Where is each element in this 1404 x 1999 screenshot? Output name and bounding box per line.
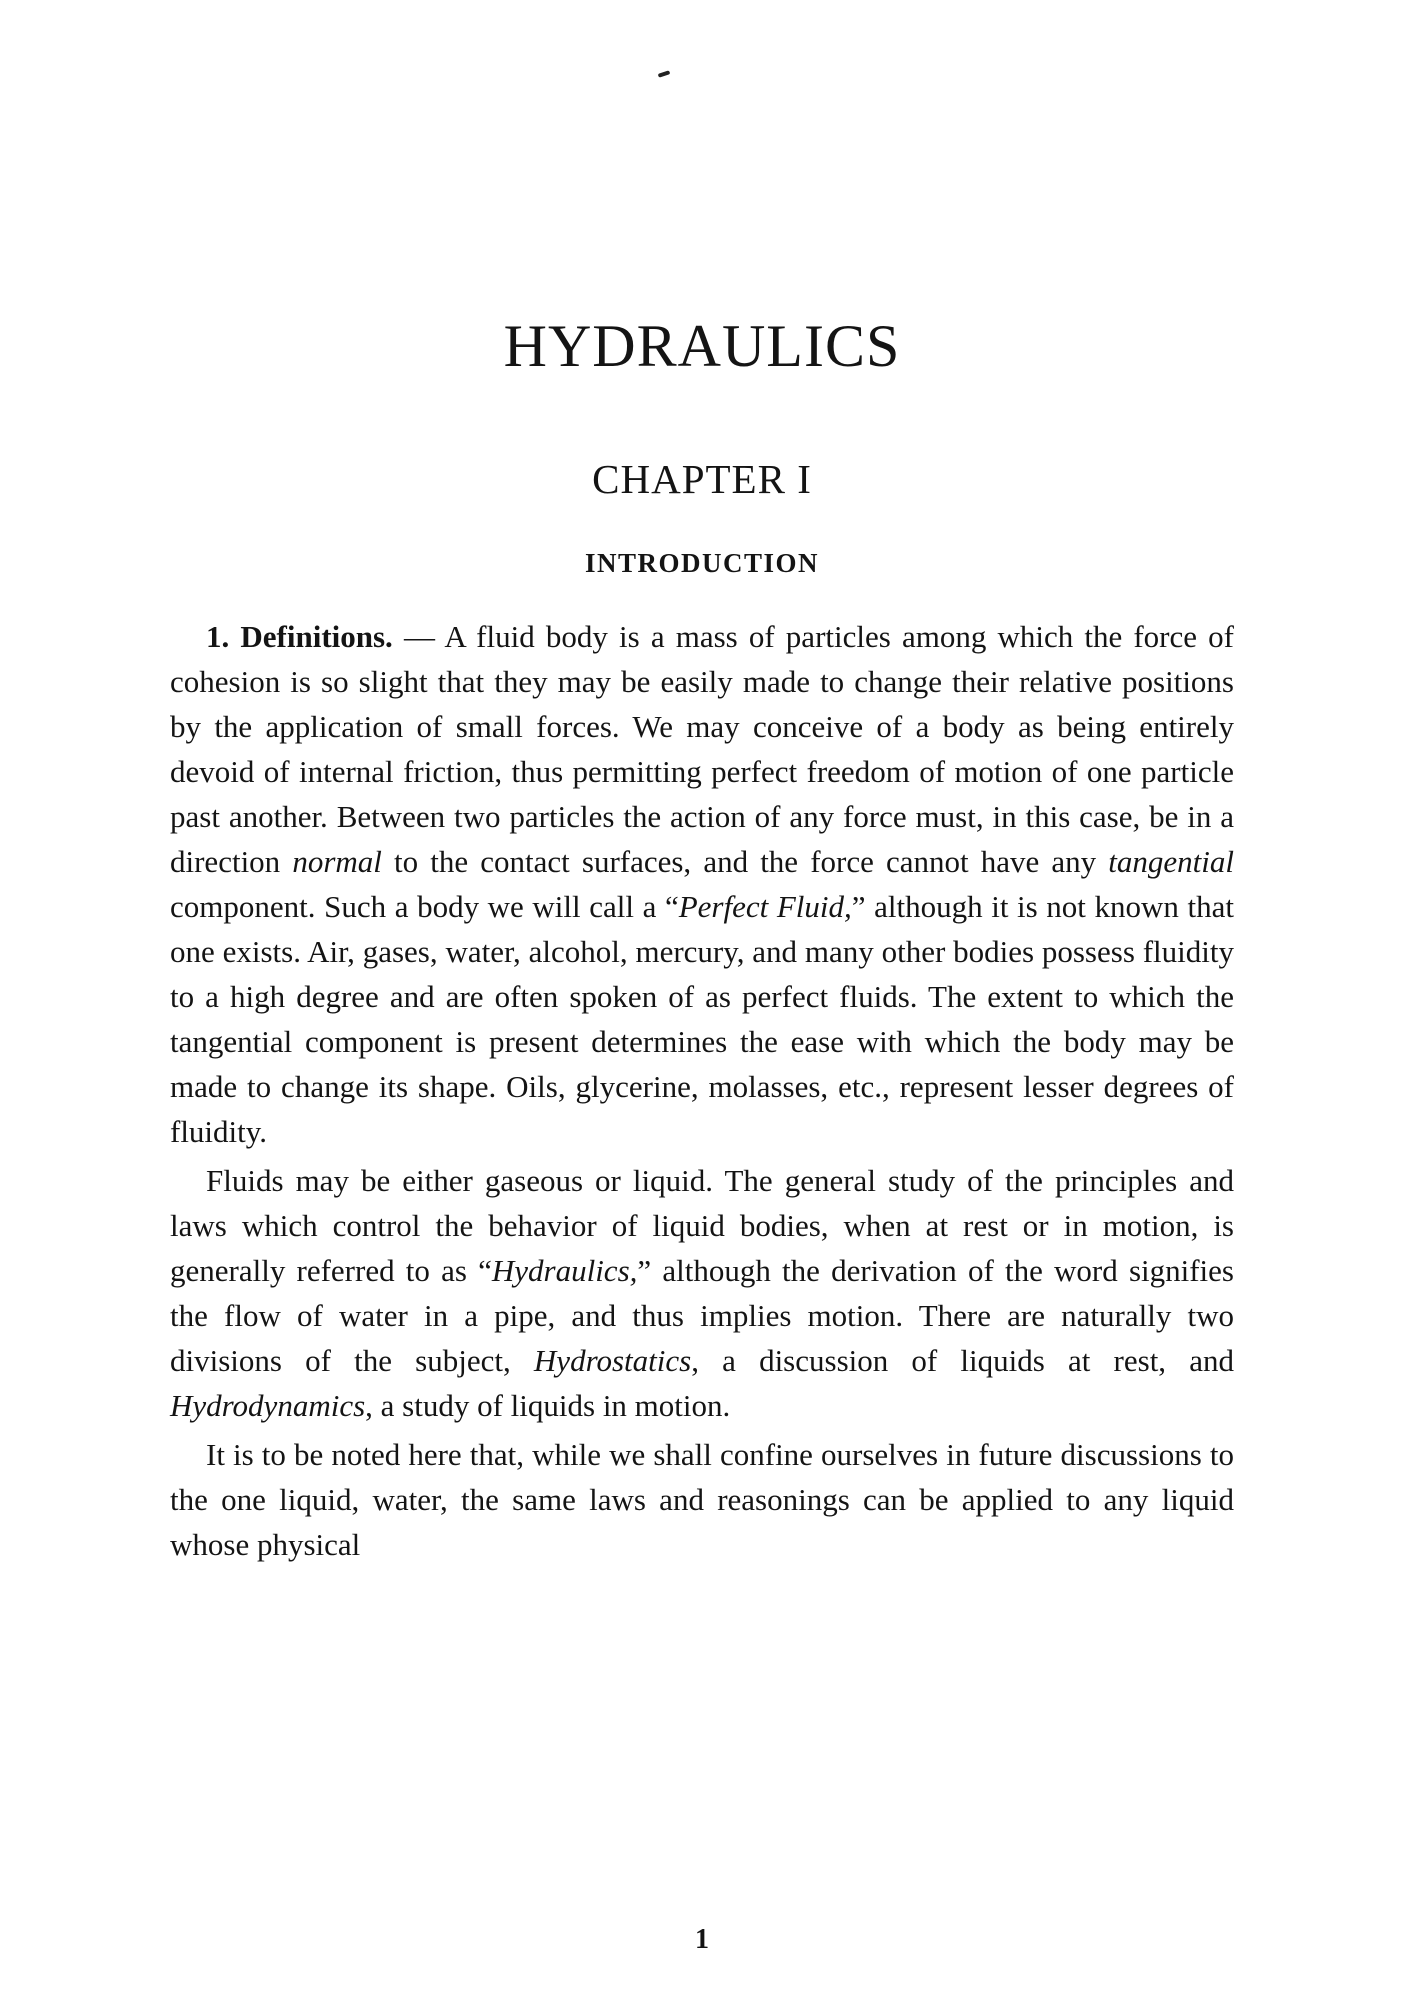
page-number: 1 [695, 1924, 709, 1955]
text-run: ” although the derivation of the word signifies the flow of water in a pipe, and thus implies motion. There are naturally two divisions of the subject, [170, 1253, 1234, 1378]
text-run: , a study of liquids in motion. [365, 1388, 731, 1423]
italic-term: Hydrodynamics [170, 1388, 366, 1423]
book-title: HYDRAULICS [503, 313, 901, 379]
paragraph-definitions [170, 614, 1234, 1154]
section-title: INTRODUCTION [584, 548, 820, 578]
print-speck [658, 70, 671, 78]
text-run: Fluids may be either gaseous or liquid. The general study of the principles and laws which control the behavior of liquid bodies, when at rest or in motion, is generally referred to as “ [170, 1163, 1234, 1288]
body-text [170, 614, 1234, 1567]
chapter-title: CHAPTER I [592, 456, 812, 502]
text-run: component. Such a body we will call a “ [170, 889, 679, 924]
paragraph-fluids [170, 1158, 1234, 1428]
italic-term: Perfect Fluid, [678, 889, 852, 924]
text-run: to the contact surfaces, and the force cannot have any [381, 844, 1109, 879]
italic-term: Hydrostatics [533, 1343, 692, 1378]
text-run: , a discussion of liquids at rest, and [691, 1343, 1234, 1378]
italic-term: tangential [1108, 844, 1234, 879]
italic-term: normal [292, 844, 382, 879]
paragraph-note [170, 1432, 1234, 1567]
text-run: It is to be noted here that, while we shall confine ourselves in future discussions to the one liquid, water, the same laws and reasonings can be applied to any liquid whose physical [170, 1437, 1234, 1562]
text-run: ” although it is not known that one exists. Air, gases, water, alcohol, mercury, and many other bodies possess fluidity to a high degree and are often spoken of as perfect fluids. The extent to which the tangential component is present determines the ease with which the body may be made to change its shape. Oils, glycerine, molasses, etc., represent lesser degrees of fluidity. [170, 889, 1235, 1149]
text-run: — A fluid body is a mass of particles among which the force of cohesion is so slight that they may be easily made to change their relative positions by the application of small forces. We may conceive of a body as being entirely devoid of internal friction, thus permitting perfect freedom of motion of one particle past another. Between two particles the action of any force must, in this case, be in a direction [170, 619, 1234, 879]
run-in-heading: 1. Definitions. [206, 619, 393, 654]
italic-term: Hydraulics, [491, 1253, 638, 1288]
